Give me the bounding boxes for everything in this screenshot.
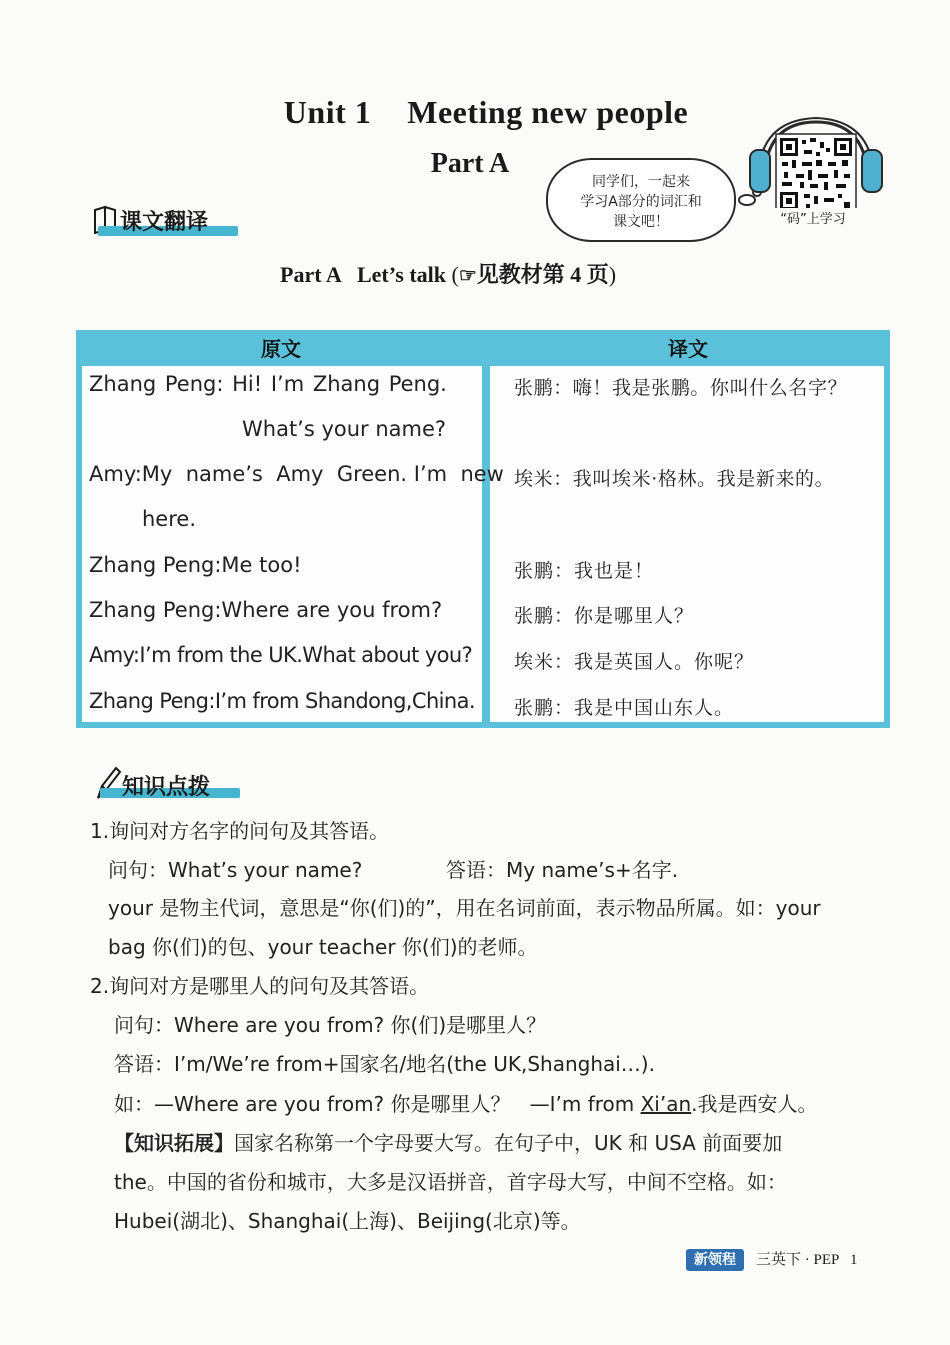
page-footer: 三英下 · PEP 1 bbox=[756, 1252, 858, 1268]
qr-caption: “码”上学习 bbox=[768, 208, 858, 227]
extension-line bbox=[114, 1127, 782, 1156]
dialogue-line-cn: 张鹏：我也是！ bbox=[514, 560, 655, 582]
note-2-example bbox=[114, 1088, 818, 1117]
dialogue-line-cn: 埃米：我是英国人。你呢？ bbox=[514, 651, 755, 673]
part-heading: Part A bbox=[430, 148, 510, 179]
dialogue-line-en: Zhang Peng:I’m from Shandong,China. bbox=[89, 689, 475, 713]
column-header-translation: 译文 bbox=[668, 337, 708, 361]
column-header-original: 原文 bbox=[261, 337, 301, 361]
example-place: Xi’an bbox=[640, 1092, 692, 1116]
bubble-line: 学习A部分的词汇和 bbox=[580, 194, 702, 210]
dialogue-line-en: Amy:I’m from the UK.What about you? bbox=[89, 643, 473, 667]
unit-name: Meeting new people bbox=[407, 94, 689, 130]
extension-text: 国家名称第一个字母要大写。在句子中，UK 和 USA 前面要加 bbox=[234, 1131, 783, 1155]
dialogue-line-en: Zhang Peng: Hi! I’m Zhang Peng. bbox=[89, 372, 447, 396]
note-2-question: 问句：Where are you from? 你(们)是哪里人？ bbox=[114, 1013, 547, 1037]
talk-title: Part A Let’s talk bbox=[280, 262, 446, 287]
talk-heading: Part A Let’s talk (☞见教材第 4 页) bbox=[280, 262, 617, 287]
bubble-text bbox=[556, 172, 726, 232]
brand-badge: 新领程 bbox=[686, 1249, 744, 1271]
note-1-explanation: your 是物主代词，意思是“你(们)的”，用在名词前面，表示物品所属。如：your bbox=[108, 896, 821, 920]
example-text-end: .我是西安人。 bbox=[691, 1092, 818, 1116]
dialogue-line-en: Amy:My name’s Amy Green. I’m new bbox=[89, 462, 504, 486]
bubble-line: 同学们，一起来 bbox=[592, 174, 690, 190]
note-1-title: 1.询问对方名字的问句及其答语。 bbox=[90, 819, 390, 843]
extension-line: Hubei(湖北)、Shanghai(上海)、Beijing(北京)等。 bbox=[114, 1209, 581, 1233]
pointing-hand-icon: ☞ bbox=[458, 265, 477, 287]
dialogue-line-cn: 张鹏：嗨！我是张鹏。你叫什么名字？ bbox=[514, 377, 848, 399]
dialogue-line-en: Zhang Peng:Me too! bbox=[89, 553, 302, 577]
note-2-title: 2.询问对方是哪里人的问句及其答语。 bbox=[90, 974, 430, 998]
dialogue-line-cn: 张鹏：你是哪里人？ bbox=[514, 605, 695, 627]
note-1-question: 问句：What’s your name? bbox=[108, 858, 363, 882]
note-1-explanation: bag 你(们)的包、your teacher 你(们)的老师。 bbox=[108, 935, 538, 959]
dialogue-line-en: Zhang Peng:Where are you from? bbox=[89, 598, 443, 622]
section-title-knowledge: 知识点拨 bbox=[122, 775, 211, 800]
extension-line: the。中国的省份和城市，大多是汉语拼音，首字母大写，中间不空格。如： bbox=[114, 1170, 787, 1194]
section-title-translation: 课文翻译 bbox=[120, 210, 209, 235]
unit-number: Unit 1 bbox=[283, 94, 372, 130]
dialogue-line-en: What’s your name? bbox=[242, 417, 447, 441]
bubble-line: 课文吧！ bbox=[613, 214, 669, 230]
example-text: 如：—Where are you from? 你是哪里人？ —I’m from bbox=[114, 1092, 641, 1116]
dialogue-line-en: here. bbox=[142, 507, 196, 531]
extension-label: 【知识拓展】 bbox=[114, 1131, 234, 1155]
dialogue-line-cn: 埃米：我叫埃米·格林。我是新来的。 bbox=[514, 468, 835, 490]
note-2-answer: 答语：I’m/We’re from+国家名/地名(the UK,Shanghai…). bbox=[114, 1052, 655, 1076]
textbook-reference: 见教材第 4 页 bbox=[476, 262, 609, 287]
note-1-answer: 答语：My name’s+名字. bbox=[446, 858, 679, 882]
dialogue-line-cn: 张鹏：我是中国山东人。 bbox=[514, 697, 735, 719]
